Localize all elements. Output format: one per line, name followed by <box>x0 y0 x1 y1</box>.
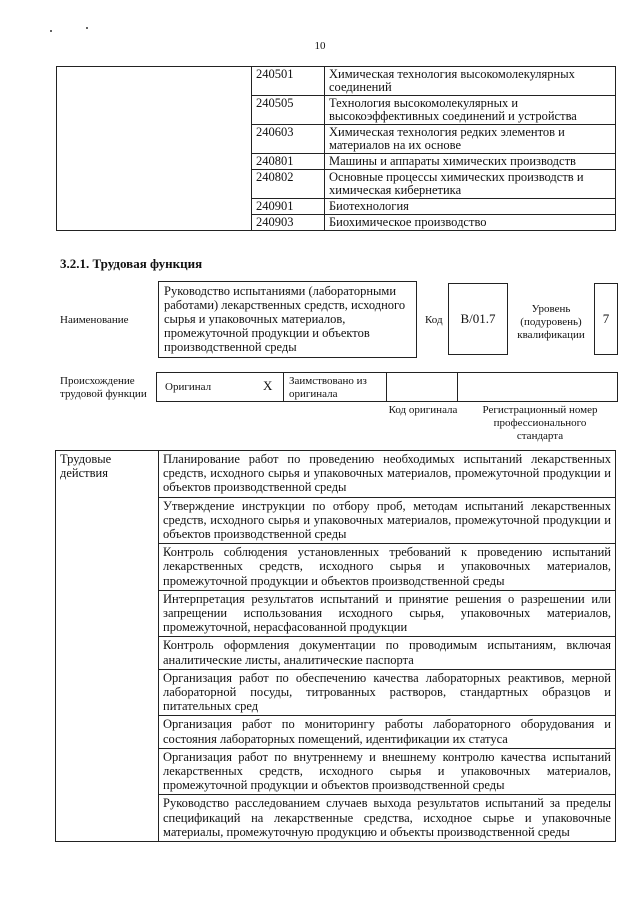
specialty-code: 240802 <box>252 170 325 199</box>
specialty-name: Основные процессы химических производств и химическая кибернетика <box>325 170 616 199</box>
level-value: 7 <box>602 311 610 326</box>
labor-action-text: Организация работ по обеспечению качества лабораторных реактивов, мерной лабораторной посуды, титрованных растворов, стандартных образцов и питательных сред <box>159 669 616 716</box>
scan-speck <box>50 30 52 32</box>
specialty-name: Технология высокомолекулярных и высокоэффективных соединений и устройства <box>325 96 616 125</box>
level-label: Уровень (подуровень) квалификации <box>517 303 585 341</box>
page-number: 10 <box>314 40 326 52</box>
specialty-name: Химическая технология высокомолекулярных соединений <box>325 67 616 96</box>
code-value: B/01.7 <box>460 311 496 326</box>
origin-label: Происхождение трудовой функции <box>60 375 147 400</box>
origin-borrowed-cell <box>283 372 387 402</box>
specialty-code: 240801 <box>252 154 325 170</box>
function-name-value: Руководство испытаниями (лабораторными работами) лекарственных средств, исходного сырья и упаковочных материалов, промежуточной продукции и объектов производственной среды <box>164 284 406 354</box>
origin-code-cell <box>386 372 458 402</box>
specialty-code: 240903 <box>252 215 325 231</box>
labor-action-text: Интерпретация результатов испытаний и принятие решения о разрешении или запрещении использования исходного сырья, упаковочных материалов, промежуточной, нерасфасованной продукции <box>159 590 616 637</box>
origin-original-cell <box>156 372 284 402</box>
labor-action-text: Планирование работ по проведению необходимых испытаний лекарственных средств, исходного сырья и упаковочных материалов, промежуточной продукции и объектов производственной среды <box>159 451 616 498</box>
specialty-name: Химическая технология редких элементов и материалов на их основе <box>325 125 616 154</box>
specialty-code: 240901 <box>252 199 325 215</box>
labor-action-row <box>56 451 616 498</box>
labor-actions-header: Трудовые действия <box>56 451 159 842</box>
level-box <box>594 283 618 355</box>
original-mark: X <box>263 378 273 393</box>
specialty-name: Биохимическое производство <box>325 215 616 231</box>
labor-action-text: Утверждение инструкции по отбору проб, методам испытаний лекарственных средств, исходного сырья и упаковочных материалов, промежуточной продукции и объектов производственной среды <box>159 497 616 544</box>
labor-action-text: Контроль оформления документации по проводимым испытаниям, включая аналитические листы, аналитические паспорта <box>159 637 616 669</box>
origin-reg-cell <box>457 372 618 402</box>
labor-action-text: Организация работ по мониторингу работы лабораторного оборудования и состояния лабораторных помещений, идентификации их статуса <box>159 716 616 748</box>
specialty-name: Машины и аппараты химических производств <box>325 154 616 170</box>
specialty-code: 240501 <box>252 67 325 96</box>
reg-number-label: Регистрационный номер профессионального стандарта <box>482 404 598 442</box>
labor-action-text: Контроль соблюдения установленных требований к проведению испытаний лекарственных средств, исходного сырья и упаковочных материалов, промежуточной продукции и объектов производственной среды <box>159 544 616 591</box>
scan-speck <box>86 27 88 29</box>
codes-row <box>57 67 616 96</box>
labor-action-text: Организация работ по внутреннему и внешнему контролю качества испытаний лекарственных средств, исходного сырья и упаковочных материалов, промежуточной продукции и объектов производственной среды <box>159 748 616 795</box>
name-label: Наименование <box>60 314 129 326</box>
labor-actions-table <box>55 450 616 842</box>
specialty-name: Биотехнология <box>325 199 616 215</box>
code-original-label: Код оригинала <box>388 404 458 416</box>
specialty-code: 240505 <box>252 96 325 125</box>
code-box <box>448 283 508 355</box>
codes-empty-cell <box>57 67 252 231</box>
function-name-box <box>158 281 417 358</box>
original-label: Оригинал <box>165 381 212 393</box>
codes-table <box>56 66 616 231</box>
code-label: Код <box>425 314 443 326</box>
section-title: 3.2.1. Трудовая функция <box>60 256 203 271</box>
borrowed-label: Заимствовано из оригинала <box>289 375 367 400</box>
specialty-code: 240603 <box>252 125 325 154</box>
labor-action-text: Руководство расследованием случаев выхода результатов испытаний за пределы спецификаций на лекарственные средства, исходное сырье и упаковочные материалы, промежуточную продукцию и объекты производственной среды <box>159 795 616 842</box>
